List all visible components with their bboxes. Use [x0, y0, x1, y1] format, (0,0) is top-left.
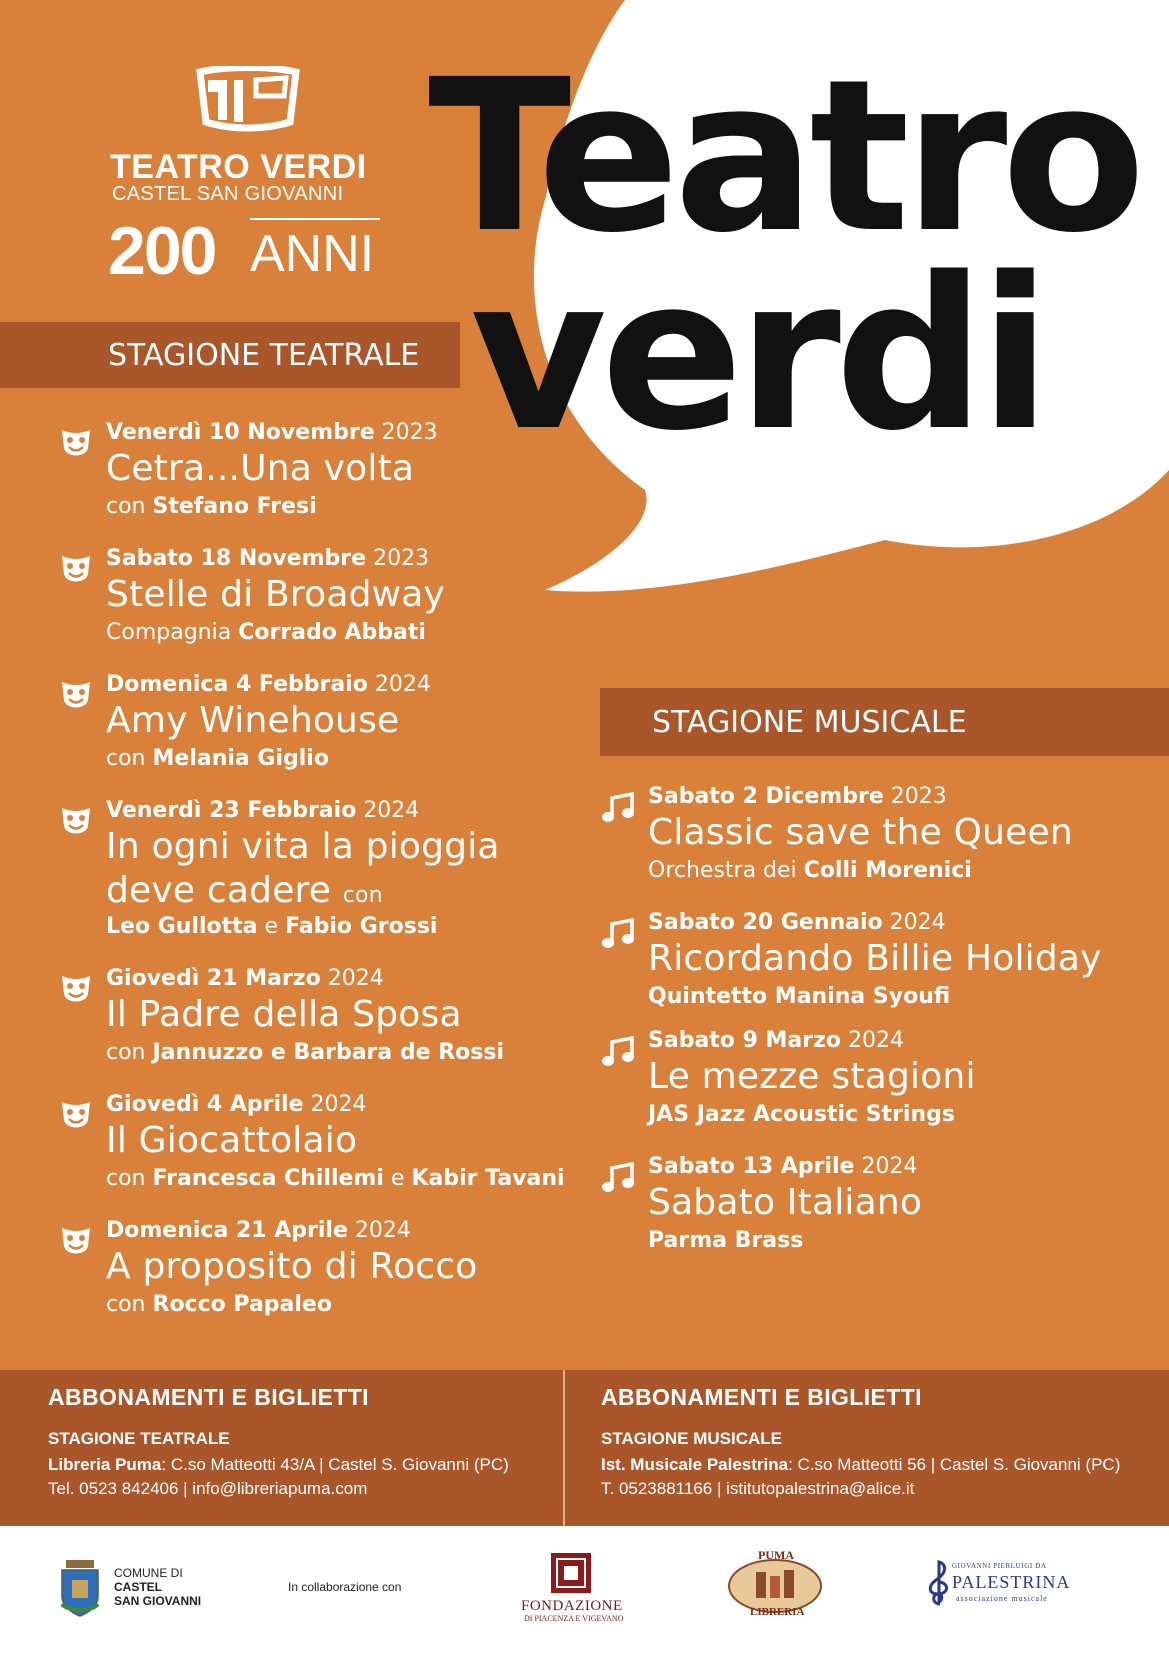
- puma-label: PUMA: [758, 1548, 794, 1562]
- tickets-address: Ist. Musicale Palestrina: C.so Matteotti 56 | Castel S. Giovanni (PC): [601, 1455, 1121, 1474]
- event-date: Sabato 13 Aprile 2024: [648, 1154, 918, 1179]
- brand-years-label: ANNI: [250, 225, 375, 283]
- brand-divider: [250, 218, 380, 220]
- brand-years: 200: [108, 213, 216, 289]
- event-date: Sabato 18 Novembre 2023: [106, 546, 430, 571]
- event-title: Le mezze stagioni: [648, 1056, 976, 1097]
- event-title: In ogni vita la pioggia: [106, 826, 500, 867]
- fondazione-label: FONDAZIONE: [521, 1598, 623, 1614]
- event-performer: JAS Jazz Acoustic Strings: [648, 1102, 955, 1127]
- event-date: Venerdì 10 Novembre 2023: [106, 420, 438, 445]
- event-performer: con Rocco Papaleo: [106, 1292, 332, 1317]
- tickets-heading: ABBONAMENTI E BIGLIETTI: [601, 1384, 922, 1410]
- section-title: STAGIONE MUSICALE: [652, 704, 967, 740]
- section-header-teatrale: [0, 322, 460, 388]
- event-date: Giovedì 21 Marzo 2024: [106, 966, 384, 991]
- tickets-contact: Tel. 0523 842406 | info@libreriapuma.com: [48, 1479, 368, 1498]
- theatre-logo-icon: [196, 66, 300, 142]
- event-title: Classic save the Queen: [648, 812, 1073, 853]
- event-title: A proposito di Rocco: [106, 1246, 478, 1287]
- section-title: STAGIONE TEATRALE: [108, 337, 420, 373]
- event-performer: con Jannuzzo e Barbara de Rossi: [106, 1040, 505, 1065]
- tickets-contact: T. 0523881166 | istitutopalestrina@alice.it: [601, 1479, 915, 1498]
- event-title-line2: deve cadere con: [106, 870, 383, 911]
- theatre-mask-icon: [58, 804, 94, 840]
- event-title: Il Padre della Sposa: [106, 994, 462, 1035]
- comune-crest-icon: [58, 1556, 102, 1618]
- event-date: Domenica 4 Febbraio 2024: [106, 672, 431, 697]
- event-performer: Parma Brass: [648, 1228, 804, 1253]
- event-title: Cetra...Una volta: [106, 448, 415, 489]
- event-date: Giovedì 4 Aprile 2024: [106, 1092, 367, 1117]
- collab-label: In collaborazione con: [288, 1580, 402, 1594]
- hero-word-teatro: Teatro: [428, 34, 1140, 279]
- theatre-mask-icon: [58, 552, 94, 588]
- event-date: Sabato 20 Gennaio 2024: [648, 910, 946, 935]
- tickets-musicale: [601, 1384, 1120, 1499]
- fondazione-logo-icon: [550, 1552, 592, 1594]
- fondazione-sublabel: DI PIACENZA E VIGEVANO: [524, 1614, 624, 1623]
- brand-title: TEATRO VERDI: [110, 148, 367, 186]
- event-title: Sabato Italiano: [648, 1182, 923, 1223]
- event-performer: Quintetto Manina Syoufi: [648, 984, 951, 1009]
- theatre-mask-icon: [58, 1224, 94, 1260]
- tickets-teatrale: [48, 1384, 509, 1499]
- event-title: Ricordando Billie Holiday: [648, 938, 1102, 979]
- event-performer: Compagnia Corrado Abbati: [106, 620, 426, 645]
- music-note-icon: [600, 916, 636, 952]
- section-header-musicale: [600, 688, 1169, 756]
- tickets-season: STAGIONE TEATRALE: [48, 1429, 230, 1448]
- event-date: Domenica 21 Aprile 2024: [106, 1218, 411, 1243]
- event-title: Amy Winehouse: [106, 700, 400, 741]
- tickets-heading: ABBONAMENTI E BIGLIETTI: [48, 1384, 369, 1410]
- theatre-mask-icon: [58, 972, 94, 1008]
- event-performer: con Francesca Chillemi e Kabir Tavani: [106, 1166, 565, 1191]
- event-date: Sabato 9 Marzo 2024: [648, 1028, 905, 1053]
- event-performer: con Melania Giglio: [106, 746, 329, 771]
- theatre-mask-icon: [58, 678, 94, 714]
- event-performer: Orchestra dei Colli Morenici: [648, 858, 972, 883]
- theatre-mask-icon: [58, 1098, 94, 1134]
- event-title: Il Giocattolaio: [106, 1120, 358, 1161]
- palestrina-top-label: GIOVANNI PIERLUIGI DA: [952, 1562, 1047, 1570]
- hero-word-verdi: verdi: [470, 232, 1046, 477]
- event-performer: Leo Gullotta e Fabio Grossi: [106, 914, 438, 939]
- theatre-mask-icon: [58, 426, 94, 462]
- event-performer: con Stefano Fresi: [106, 494, 317, 519]
- tickets-divider: [563, 1370, 565, 1526]
- libreria-label: LIBRERIA: [750, 1606, 805, 1618]
- tickets-season: STAGIONE MUSICALE: [601, 1429, 783, 1448]
- event-date: Venerdì 23 Febbraio 2024: [106, 798, 420, 823]
- music-note-icon: [600, 790, 636, 826]
- brand-subtitle: CASTEL SAN GIOVANNI: [112, 183, 344, 205]
- music-note-icon: [600, 1160, 636, 1196]
- treble-clef-icon: [924, 1558, 954, 1606]
- tickets-address: Libreria Puma: C.so Matteotti 43/A | Castel S. Giovanni (PC): [48, 1455, 509, 1474]
- palestrina-label: PALESTRINA: [952, 1572, 1071, 1592]
- event-title: Stelle di Broadway: [106, 574, 446, 615]
- comune-label: COMUNE DI CASTEL SAN GIOVANNI: [114, 1566, 202, 1608]
- palestrina-sub-label: associazione musicale: [956, 1594, 1048, 1603]
- event-date: Sabato 2 Dicembre 2023: [648, 784, 947, 809]
- music-note-icon: [600, 1034, 636, 1070]
